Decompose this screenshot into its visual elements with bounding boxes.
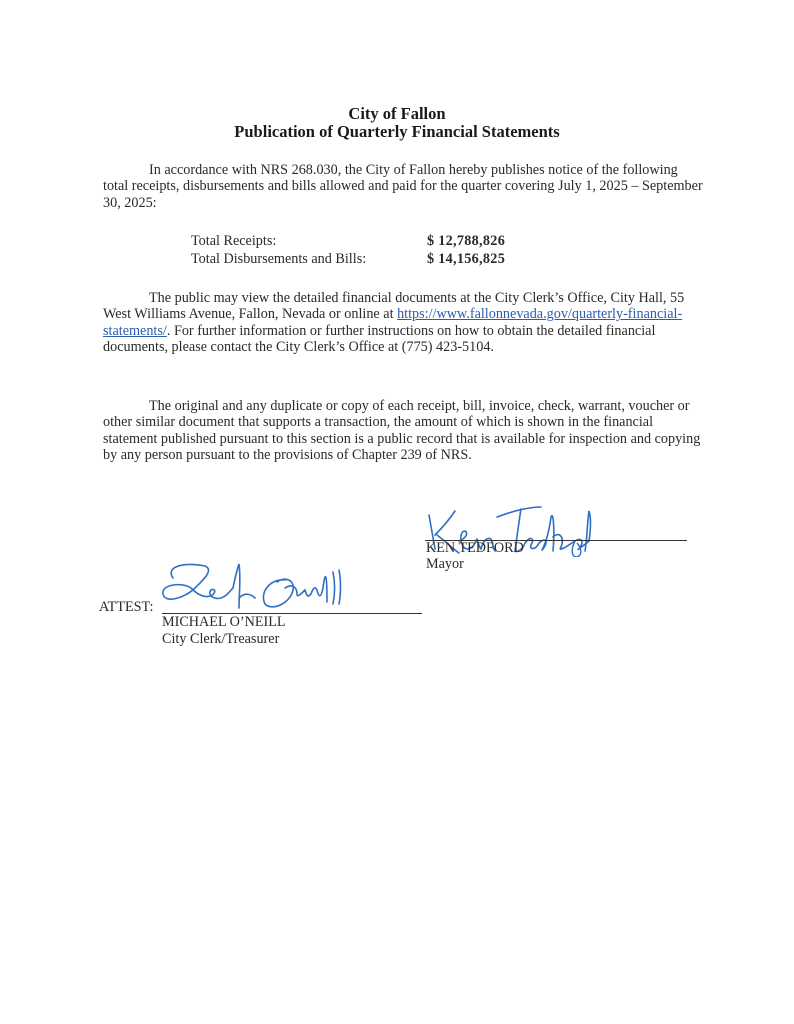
totals-table — [191, 232, 505, 268]
mayor-name: KEN TEDFORD — [426, 540, 524, 556]
totals-value: $ 12,788,826 — [427, 233, 506, 249]
page-title: City of Fallon — [348, 104, 446, 123]
public-record-paragraph: The original and any duplicate or copy of each receipt, bill, invoice, check, warrant, voucher or other similar document that supports a transaction, the amount of which is shown in the financial statement published pursuant to this section is a public record that is available for inspection and copying by any person pursuant to the provisions of Chapter 239 of NRS. — [103, 398, 701, 463]
clerk-title: City Clerk/Treasurer — [162, 631, 280, 647]
public-view-text-after: . For further information or further instructions on how to obtain the detailed financial documents, please contact the City Clerk’s Office at (775) 423-5104. — [103, 322, 656, 355]
financial-statements-link[interactable]: https://www.fallonnevada.gov/quarterly-financial-statements/ — [103, 306, 683, 339]
totals-label: Total Disbursements and Bills: — [191, 251, 367, 267]
totals-value: $ 14,156,825 — [427, 251, 506, 267]
totals-label: Total Receipts: — [191, 233, 277, 249]
clerk-name: MICHAEL O’NEILL — [162, 614, 286, 630]
totals-row-disbursements — [191, 250, 505, 268]
mayor-title: Mayor — [426, 556, 464, 572]
public-view-paragraph — [103, 290, 703, 355]
totals-row-receipts — [191, 232, 505, 250]
public-view-text: The public may view the detailed financial documents at the City Clerk’s Office, City Hall, 55 West Williams Avenue, Fallon, Nevada or online at — [103, 290, 685, 323]
page-subtitle: Publication of Quarterly Financial Statements — [234, 122, 560, 141]
intro-paragraph: In accordance with NRS 268.030, the City of Fallon hereby publishes notice of the following total receipts, disbursements and bills allowed and paid for the quarter covering July 1, 2025 – September 30, 2025: — [103, 162, 703, 211]
clerk-signature-icon — [155, 558, 355, 618]
attest-label: ATTEST: — [99, 599, 154, 615]
